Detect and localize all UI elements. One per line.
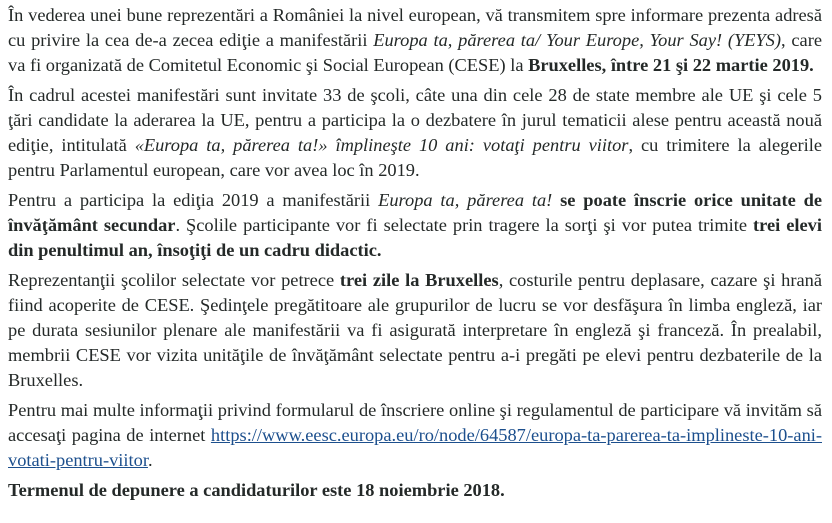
text-segment-italic: Europa ta, părerea ta! bbox=[378, 190, 553, 210]
text-segment-normal: În cadrul acestei manifestări sunt invitate 33 de şcoli, câte una din cele 28 de state membre ale UE şi cele 5 ţări candidate la aderarea la UE, pentru a participa la o dezbatere în jurul tematicii alese pentru această nouă ediţie, intitulată bbox=[8, 85, 822, 155]
text-segment-bold: trei elevi din penultimul an, însoţiţi de un cadru didactic. bbox=[8, 215, 822, 260]
text-segment-normal: Reprezentanţii şcolilor selectate vor petrece bbox=[8, 270, 340, 290]
intro-paragraph bbox=[8, 3, 822, 78]
text-segment-italic: «Europa ta, părerea ta!» împlineşte 10 ani: votaţi pentru viitor bbox=[134, 135, 629, 155]
text-segment-normal: . bbox=[147, 450, 153, 470]
schools-invited-paragraph bbox=[8, 83, 822, 183]
registration-url-link[interactable]: https://www.eesc.europa.eu/ro/node/64587/europa-ta-parerea-ta-implineste-10-ani-votati-pentru-viitor bbox=[8, 425, 822, 470]
text-segment-bold: se poate înscrie orice unitate de învăţământ secundar bbox=[8, 190, 823, 235]
text-segment-normal: . Şcolile participante vor fi selectate prin tragere la sorţi şi vor putea trimite bbox=[175, 215, 754, 235]
text-segment-italic: Europa ta, părerea ta/ Your Europe, Your Say! (YEYS) bbox=[373, 30, 782, 50]
text-segment-bold: Bruxelles, între 21 şi 22 martie 2019. bbox=[528, 55, 814, 75]
deadline-paragraph bbox=[8, 478, 822, 503]
text-segment-normal: , care va fi organizată de Comitetul Economic şi Social European (CESE) la bbox=[8, 30, 822, 75]
text-segment-bold: Termenul de depunere a candidaturilor este 18 noiembrie 2018. bbox=[8, 480, 505, 500]
text-segment-bold: trei zile la Bruxelles bbox=[339, 270, 499, 290]
text-segment-normal: Pentru a participa la ediţia 2019 a manifestării bbox=[8, 190, 379, 210]
text-segment-normal: , costurile pentru deplasare, cazare şi hrană fiind acoperite de CESE. Şedinţele pregătitoare ale grupurilor de lucru se vor desfăşura în limba engleză, iar pe durata sesiunilor plenare ale manifestării va fi asigurată interpretare în engleză şi franceză. În prealabil, membrii CESE vor vizita unităţile de învăţământ selectate pentru a-i pregăti pe elevi pentru dezbaterile de la Bruxelles. bbox=[8, 270, 822, 390]
more-info-paragraph bbox=[8, 398, 822, 473]
text-segment-normal: , cu trimitere la alegerile pentru Parlamentul european, care vor avea loc în 2019. bbox=[8, 135, 823, 180]
registration-paragraph bbox=[8, 188, 822, 263]
text-segment-normal: Pentru mai multe informaţii privind formularul de înscriere online şi regulamentul de participare vă invităm să accesaţi pagina de internet bbox=[8, 400, 822, 445]
logistics-paragraph bbox=[8, 268, 822, 393]
text-segment-normal: În vederea unei bune reprezentări a României la nivel european, vă transmitem spre informare prezenta adresă cu privire la cea de-a zecea ediţie a manifestării bbox=[8, 5, 822, 50]
